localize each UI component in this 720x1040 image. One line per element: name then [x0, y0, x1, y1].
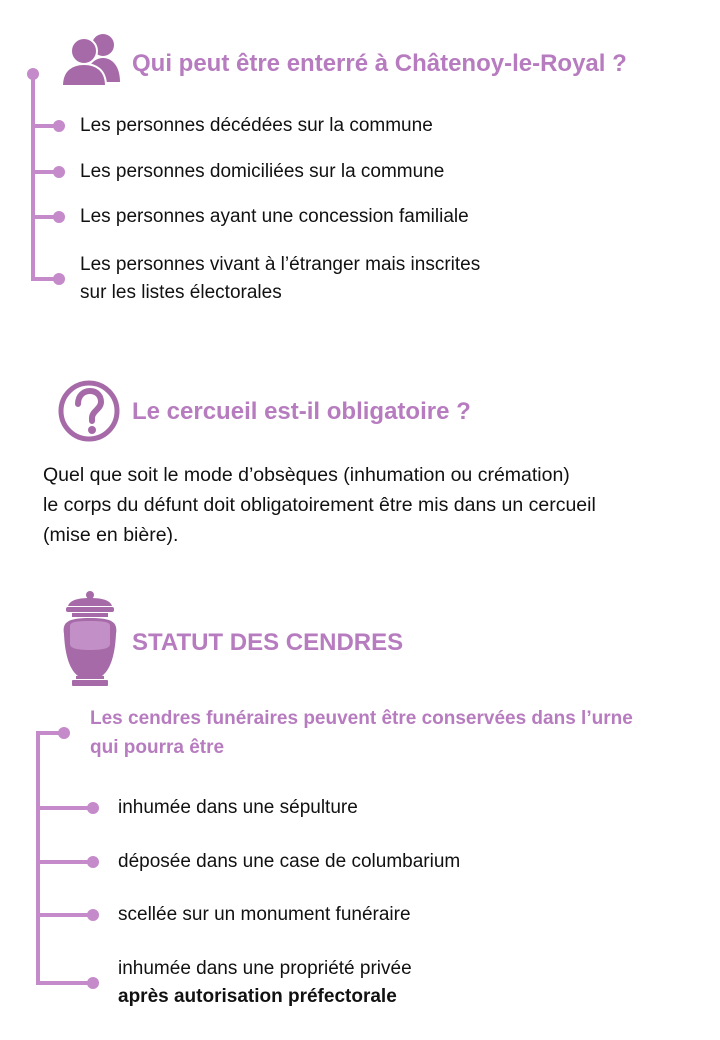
- people-icon: [60, 32, 122, 86]
- list-item-emphasis: après autorisation préfectorale: [118, 986, 397, 1007]
- list-item: Les personnes décédées sur la commune: [80, 115, 433, 136]
- bracket-dot: [27, 68, 39, 80]
- paragraph-line: Quel que soit le mode d’obsèques (inhumation ou crémation): [43, 464, 570, 486]
- list-item: scellée sur un monument funéraire: [118, 904, 411, 925]
- bullet-dot: [58, 727, 70, 739]
- list-item: déposée dans une case de columbarium: [118, 851, 461, 872]
- list-item: Les personnes vivant à l’étranger mais inscrites: [80, 254, 481, 275]
- list-item: Les personnes domiciliées sur la commune: [80, 161, 445, 182]
- bullet-dot: [53, 211, 65, 223]
- bullet-dot: [87, 977, 99, 989]
- paragraph-line: (mise en bière).: [43, 524, 179, 546]
- section-title-coffin: Le cercueil est-il obligatoire ?: [132, 398, 471, 425]
- list-item: inhumée dans une sépulture: [118, 797, 358, 818]
- question-circle-icon: [56, 378, 122, 444]
- urn-icon: [58, 590, 122, 688]
- bullet-dot: [53, 273, 65, 285]
- bullet-dot: [53, 120, 65, 132]
- bullet-dot: [87, 802, 99, 814]
- list-item: Les personnes ayant une concession familiale: [80, 206, 469, 227]
- paragraph-line: le corps du défunt doit obligatoirement être mis dans un cercueil: [43, 494, 596, 516]
- bullet-dot: [87, 909, 99, 921]
- bullet-dot: [53, 166, 65, 178]
- intro-line: Les cendres funéraires peuvent être conservées dans l’urne: [90, 708, 633, 729]
- section-title-ashes: STATUT DES CENDRES: [132, 629, 404, 656]
- list-item: inhumée dans une propriété privée: [118, 958, 412, 979]
- bullet-dot: [87, 856, 99, 868]
- intro-line: qui pourra être: [90, 737, 225, 758]
- section-title-burial: Qui peut être enterré à Châtenoy-le-Royal ?: [132, 50, 627, 77]
- list-item-continuation: sur les listes électorales: [80, 282, 282, 303]
